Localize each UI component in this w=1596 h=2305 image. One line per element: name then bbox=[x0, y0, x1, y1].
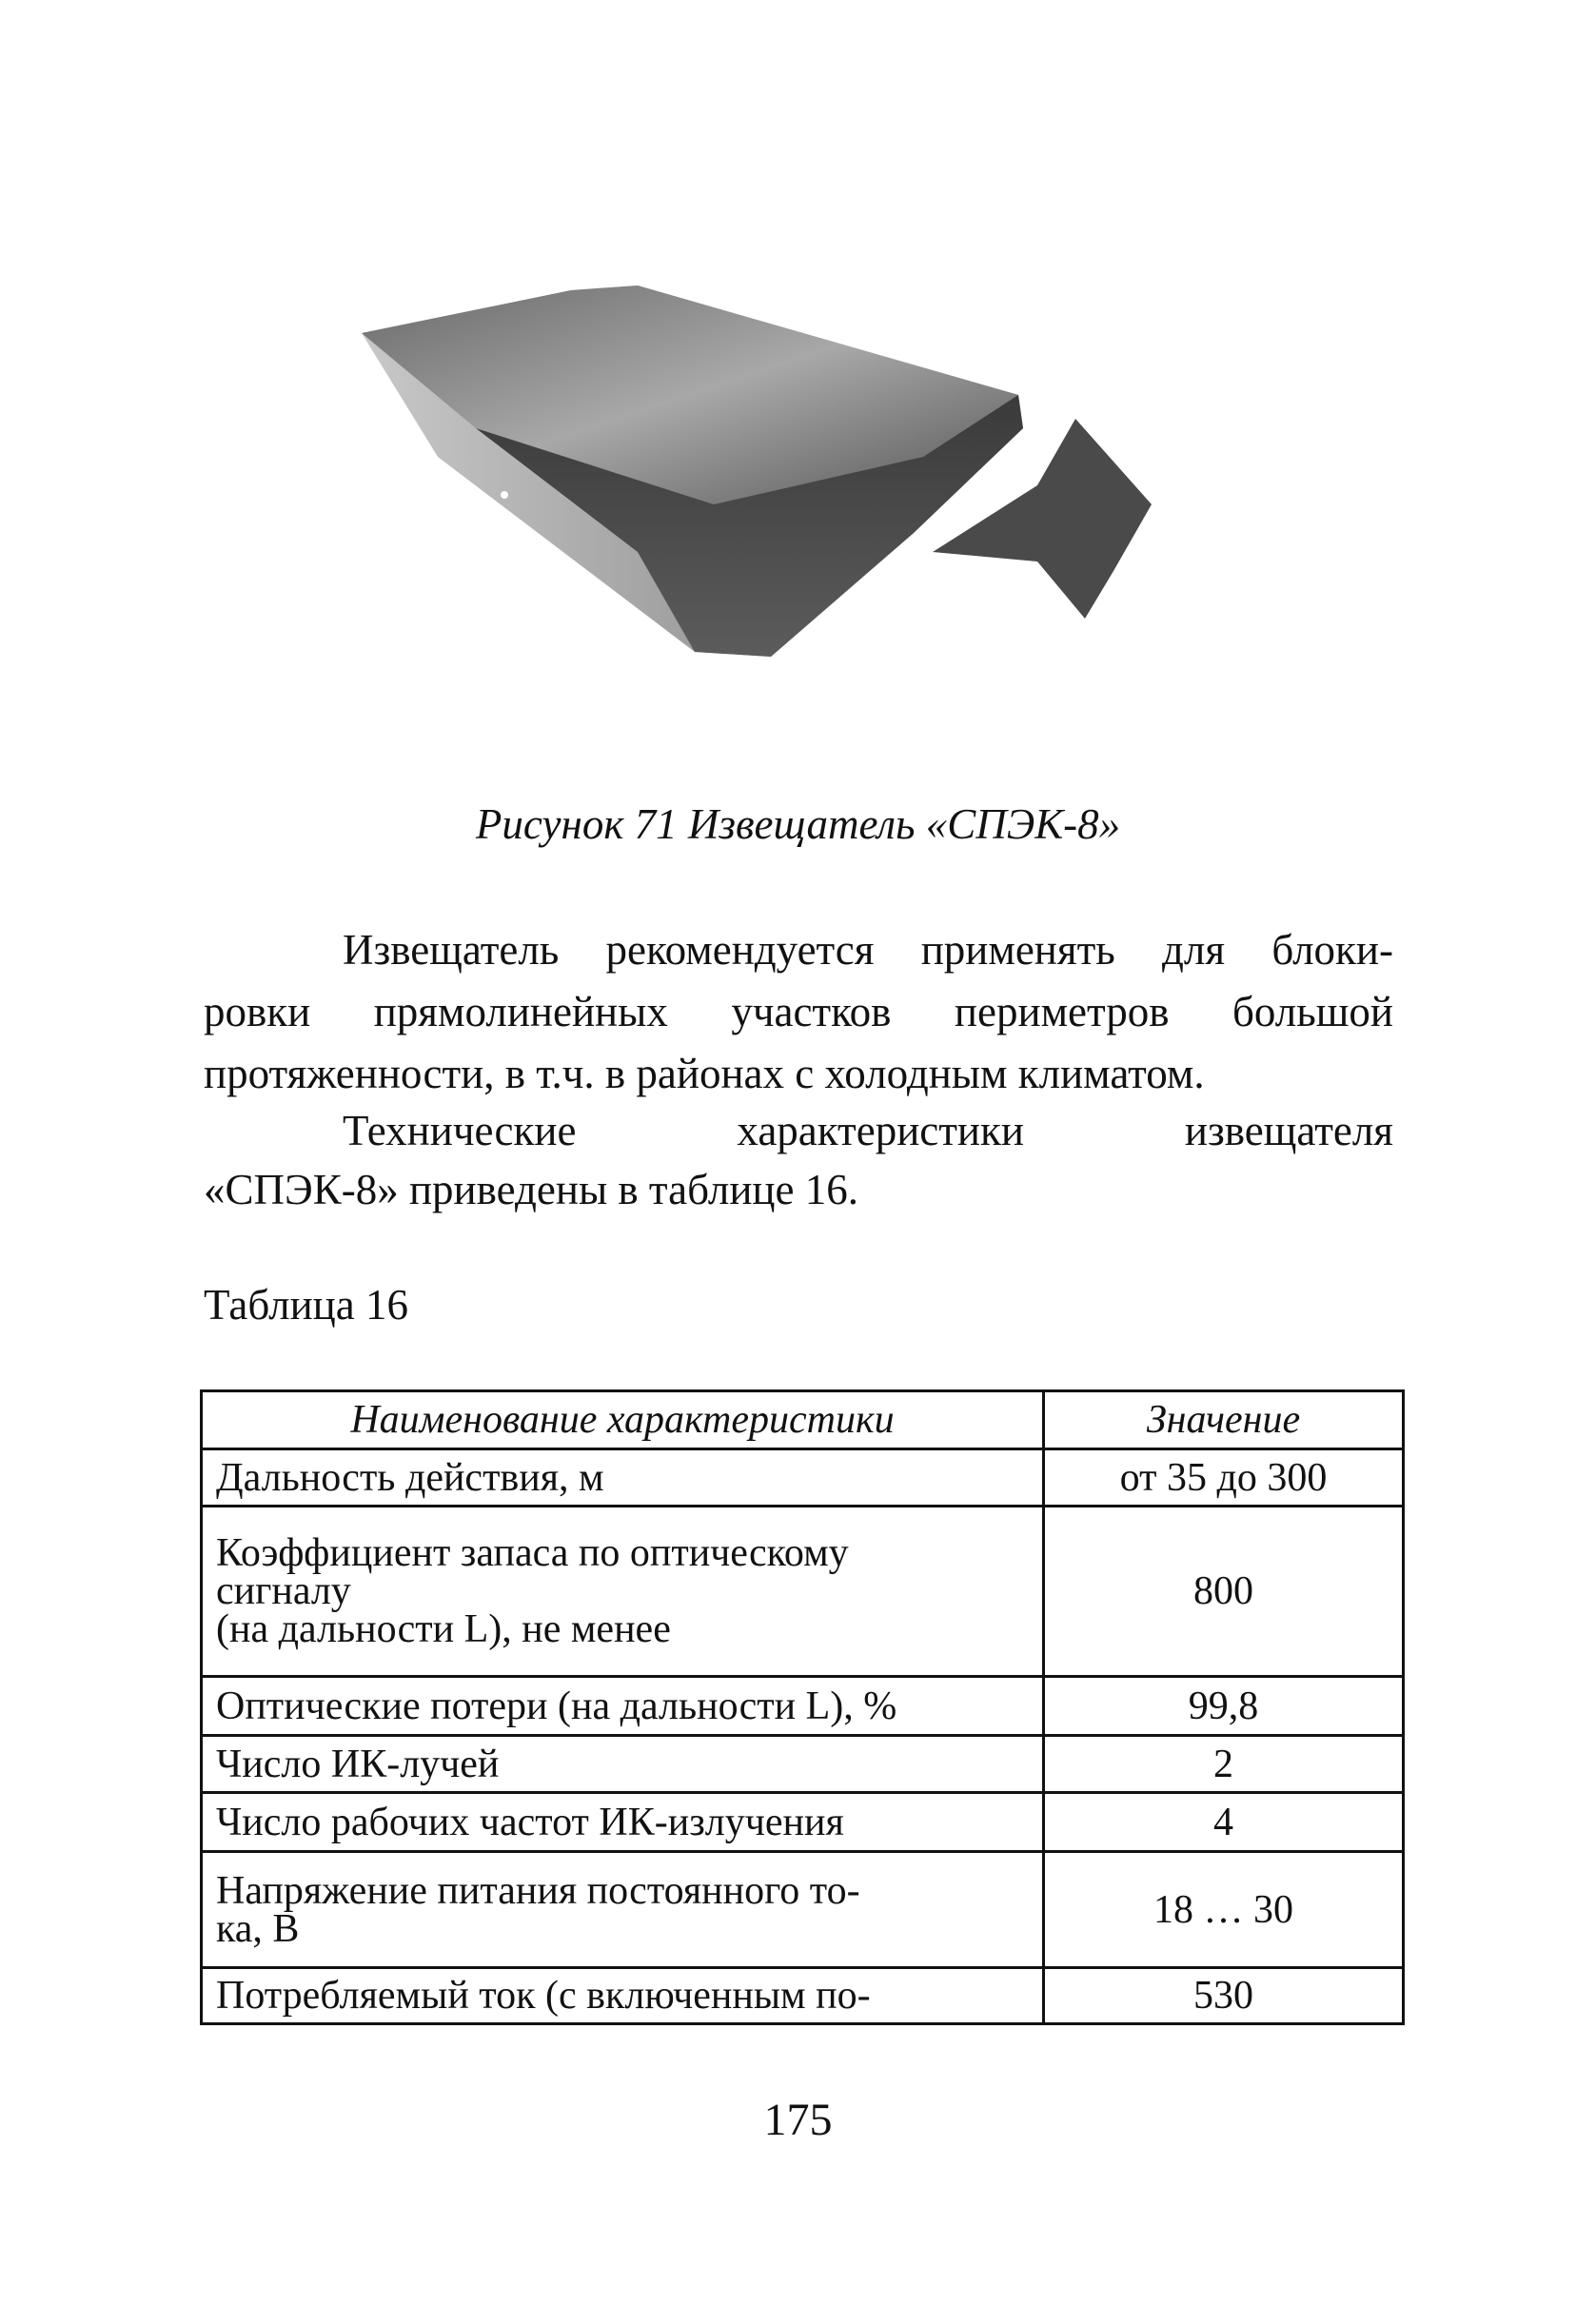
page-number: 175 bbox=[763, 2095, 833, 2145]
row-name-line: Число ИК-лучей bbox=[216, 1742, 500, 1786]
row-name-line: Коэффициент запаса по оптическому bbox=[216, 1531, 849, 1575]
row-name-line: ка, В bbox=[216, 1906, 300, 1951]
table-row bbox=[202, 1968, 1404, 2024]
row-value: 530 bbox=[1044, 1968, 1404, 2024]
detector-photo bbox=[352, 266, 1247, 666]
row-name-line: сигналу bbox=[216, 1569, 351, 1613]
table-row bbox=[202, 1852, 1404, 1968]
row-value: 18 … 30 bbox=[1044, 1852, 1404, 1968]
paragraph-1-line-2: ровки прямолинейных участков периметров большой bbox=[204, 988, 1393, 1035]
table-header-row bbox=[202, 1391, 1404, 1449]
row-value: 99,8 bbox=[1044, 1677, 1404, 1736]
table-row bbox=[202, 1507, 1404, 1677]
row-name-line: Напряжение питания постоянного то- bbox=[216, 1868, 860, 1913]
figure-caption: Рисунок 71 Извещатель «СПЭК-8» bbox=[475, 800, 1121, 848]
row-name-line: Число рабочих частот ИК-излучения bbox=[216, 1800, 844, 1844]
row-value: 2 bbox=[1044, 1736, 1404, 1793]
row-value: 800 bbox=[1044, 1507, 1404, 1677]
table-row bbox=[202, 1736, 1404, 1793]
specs-table bbox=[200, 1389, 1405, 2025]
detector-body bbox=[362, 286, 1023, 657]
table-row bbox=[202, 1677, 1404, 1736]
row-name bbox=[202, 1677, 1044, 1736]
header-value: Значение bbox=[1044, 1391, 1404, 1449]
paragraph-2-line-1: Технические характеристики извещателя bbox=[343, 1107, 1393, 1154]
row-name bbox=[202, 1449, 1044, 1507]
row-name-line: Дальность действия, м bbox=[216, 1455, 604, 1500]
row-value: от 35 до 300 bbox=[1044, 1449, 1404, 1507]
row-name bbox=[202, 1507, 1044, 1677]
row-name bbox=[202, 1793, 1044, 1852]
paragraph-1-line-1: Извещатель рекомендуется применять для блоки- bbox=[343, 926, 1393, 974]
paragraph-1-line-3: протяженности, в т.ч. в районах с холодным климатом. bbox=[204, 1050, 1205, 1097]
table-row bbox=[202, 1449, 1404, 1507]
paragraph-2-line-2: «СПЭК-8» приведены в таблице 16. bbox=[204, 1166, 858, 1213]
row-name-line: Оптические потери (на дальности L), % bbox=[216, 1684, 897, 1728]
row-name-line: Потребляемый ток (с включенным по- bbox=[216, 1974, 871, 2018]
header-name: Наименование характеристики bbox=[202, 1391, 1044, 1449]
row-name bbox=[202, 1736, 1044, 1793]
table-label: Таблица 16 bbox=[204, 1281, 408, 1329]
row-name bbox=[202, 1852, 1044, 1968]
row-name-line: (на дальности L), не менее bbox=[216, 1607, 671, 1651]
row-value: 4 bbox=[1044, 1793, 1404, 1852]
row-name bbox=[202, 1968, 1044, 2024]
table-row bbox=[202, 1793, 1404, 1852]
